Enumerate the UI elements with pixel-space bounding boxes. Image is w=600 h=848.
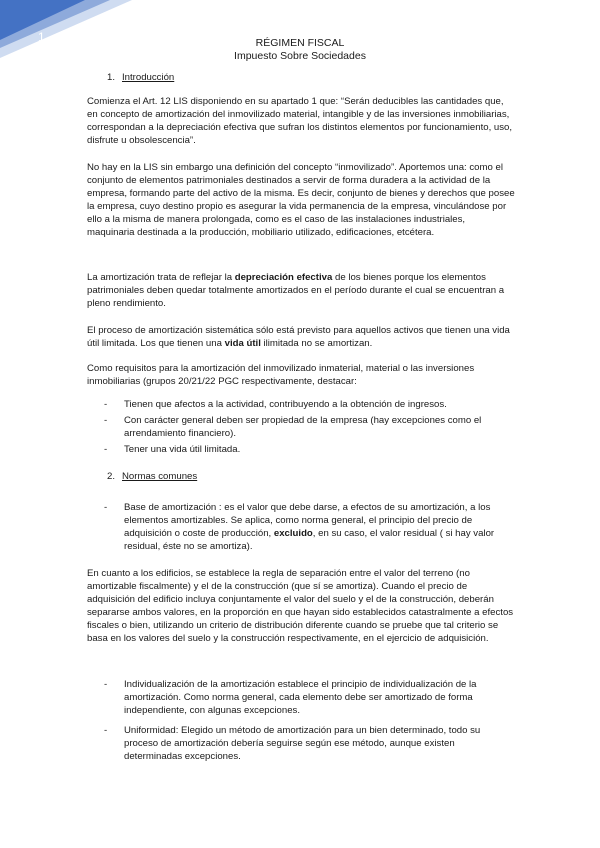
bullet-dash: - xyxy=(104,679,108,690)
document-subtitle: Impuesto Sobre Sociedades xyxy=(234,50,366,62)
paragraph: No hay en la LIS sin embargo una definición del concepto “inmovilizado”. Aportemos una: como el conjunto de elementos patrimoniales destinados a servir de forma duradera a la actividad de la empresa, formando parte del activo de la misma. Es decir, conjunto de bienes y derechos que posee la empresa, cuyo destino propio es asegurar la vida permanencia de la empresa, vinculándose por ello a la misma de manera prolongada, como es el caso de las instalaciones industriales, maquinaria destinada a la producción, mobiliario utilizado, edificaciones, etcétera. xyxy=(87,162,515,238)
paragraph: En cuanto a los edificios, se establece la regla de separación entre el valor del terreno (no amortizable fiscalmente) y el de la construcción (que sí se amortiza). Cuando el precio de adquisición del edificio incluya conjuntamente el valor del suelo y el de la construcción, deberán separarse ambos valores, en la proporción en que hayan sido establecidos catastralmente a efectos fiscales o bien, utilizando un criterio de distribución diferente cuando se pruebe que tal criterio se basa en los valores del suelo y la construcción respectivamente, en el ejercicio de adquisición. xyxy=(87,568,514,644)
document-header xyxy=(0,37,600,63)
section-number: 1. xyxy=(107,72,116,83)
paragraph: El proceso de amortización sistemática sólo está previsto para aquellos activos que tienen una vida útil limitada. Los que tienen una vida útil ilimitada no se amortizan. xyxy=(87,325,510,349)
paragraph: Como requisitos para la amortización del inmovilizado inmaterial, material o las inversiones inmobiliarias (grupos 20/21/22 PGC respectivamente, destacar: xyxy=(87,363,475,387)
list-item-text: Base de amortización : es el valor que debe darse, a efectos de su amortización, a los elementos amortizables. Se aplica, como norma general, el principio del precio de adquisición o coste de producción, excluido, en su caso, el valor residual ( si hay valor residual, éste no se amortiza). xyxy=(124,502,495,552)
list-item-text: Tener una vida útil limitada. xyxy=(124,444,241,455)
list-item-text: Uniformidad: Elegido un método de amortización para un bien determinado, todo su proceso de amortización debería seguirse según ese método, aunque existen determinadas excepciones. xyxy=(124,725,481,762)
emphasis-text: excluido xyxy=(273,528,313,539)
bullet-dash: - xyxy=(104,444,108,455)
list-item-text: Con carácter general deben ser propiedad de la empresa (hay excepciones como el arrendamiento financiero). xyxy=(124,415,482,439)
bullet-dash: - xyxy=(104,399,108,410)
section-number: 2. xyxy=(107,471,116,482)
emphasis-text: depreciación efectiva xyxy=(234,272,333,283)
bullet-dash: - xyxy=(104,725,108,736)
page-number: 1 xyxy=(38,30,45,44)
section-title: Introducción xyxy=(122,72,175,83)
paragraph: La amortización trata de reflejar la depreciación efectiva de los bienes porque los elementos patrimoniales deben quedar totalmente amortizados en el período durante el cual se encuentran a pleno rendimiento. xyxy=(87,272,505,309)
list-item-text: Individualización de la amortización establece el principio de individualización de la amortización. Como norma general, cada elemento debe ser amortizado de forma independiente, con algunas excepciones. xyxy=(124,679,477,716)
bullet-dash: - xyxy=(104,415,108,426)
bullet-dash: - xyxy=(104,502,108,513)
document-title: RÉGIMEN FISCAL xyxy=(255,37,345,49)
section-title: Normas comunes xyxy=(122,471,198,482)
emphasis-text: vida útil xyxy=(224,338,261,349)
list-item-text: Tienen que afectos a la actividad, contribuyendo a la obtención de ingresos. xyxy=(124,399,447,410)
paragraph: Comienza el Art. 12 LIS disponiendo en su apartado 1 que: “Serán deducibles las cantidades que, en concepto de amortización del inmovilizado material, intangible y de las inversiones inmobiliarias, correspondan a la depreciación efectiva que sufran los distintos elementos por funcionamiento, uso, disfrute u obsolescencia”. xyxy=(87,96,513,146)
